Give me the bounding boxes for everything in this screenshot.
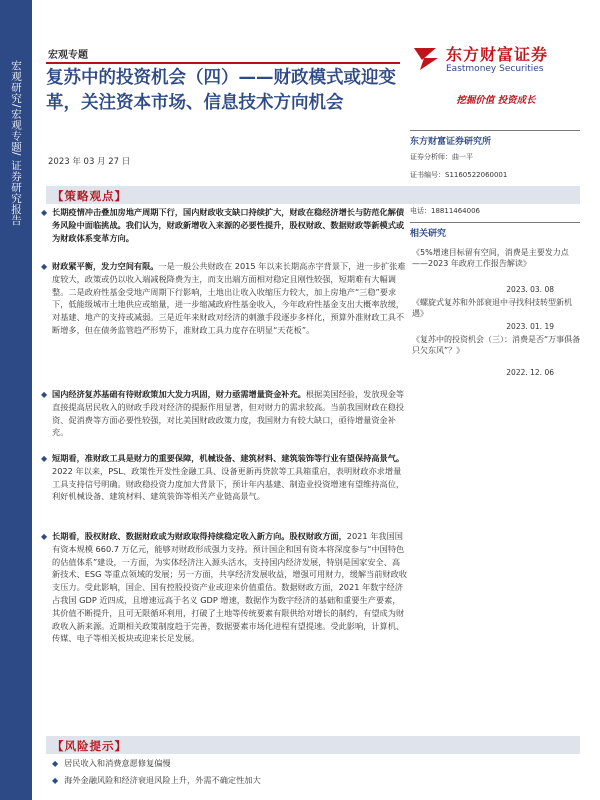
viewpoint-bold: 长期疫情冲击叠加房地产周期下行，国内财政收支缺口持续扩大，财政在稳经济增长与防范化解债务风险中面临挑战。我们认为，财政新增收入来源的必要性提升，股权财政、数据财政等新模式或为财政体系变革方向。 bbox=[52, 207, 405, 243]
brand-logo bbox=[410, 40, 570, 80]
viewpoint-bold: 财政紧平衡，发力空间有限。 bbox=[52, 261, 159, 271]
related-report-date: 2023. 03. 08 bbox=[506, 285, 554, 294]
viewpoint-bold: 国内经济复苏基础有待财政策加大发力巩固，财力亟需增量资金补充。 bbox=[52, 389, 306, 399]
diamond-bullet-icon: ◆ bbox=[52, 776, 59, 785]
related-report-title[interactable]: 《螺旋式复苏和外部衰退中寻找科技转型新机遇》 bbox=[412, 298, 572, 318]
certificate-line: 证书编号：S1160522060001 bbox=[410, 171, 508, 179]
viewpoints-heading: 【策略观点】 bbox=[52, 189, 127, 203]
analyst-line: 证券分析师：曲一平 bbox=[410, 153, 473, 161]
institute-divider bbox=[410, 130, 580, 131]
risk-item bbox=[52, 758, 171, 769]
side-banner-text: 宏观研究/宏观专题/ 证券研究报告 bbox=[10, 60, 22, 226]
viewpoint-text: 2022 年以来，PSL、政策性开发性金融工具、设备更新再贷款等工具箱重启，表明财政亦求增量工具支持信号明确。财政稳投资力度加大背景下，预计年内基建、制造业投资增速有望维持高位，利好机械设备、建筑材料、建筑装饰等相关产业链高景气。 bbox=[52, 465, 405, 502]
risk-text: 海外金融风险和经济衰退风险上升，外需不确定性加大 bbox=[64, 775, 261, 785]
institute-name: 东方财富证券研究所 bbox=[410, 137, 492, 147]
related-report-title[interactable]: 《复苏中的投资机会（三）：消费是否“万事俱备只欠东风”？》 bbox=[412, 335, 581, 355]
category-divider bbox=[46, 62, 400, 64]
risk-text: 居民收入和消费意愿修复偏慢 bbox=[64, 758, 171, 768]
viewpoint-text: 一是一般公共财政在 2015 年以来长期高赤字背景下，进一步扩张难度较大，政策或仍以收入端减税降费为主，而支出端方面相对稳定且刚性较强，短期难有大幅调整。二是政府性基金受地产周期下行影响，土地出让收入收缩压力较大，加上房地产“三稳”要求下，低能级城市土地供应或缩量，进一步缩减政府性基金收入，今年政府性基金支出大概率放缓，对基建、地产的支持或减弱。三是近年来财政对经济的刺激手段逐步多样化，预算外准财政工具不断增多，但在债务监管趋严形势下，准财政工具力度存在明显“天花板”。 bbox=[52, 261, 406, 335]
phone-line: 电话：18811464006 bbox=[410, 207, 480, 215]
diamond-bullet-icon: ◆ bbox=[41, 208, 48, 217]
report-date: 2023 年 03 月 27 日 bbox=[48, 157, 131, 167]
report-category: 宏观专题 bbox=[48, 50, 88, 61]
viewpoint-text: 2021 年我国国有资本规模 660.7 万亿元，能够对财政形成强力支持。预计国企和国有资本将深度参与“中国特色的估值体系”建设，一方面，为实体经济注入源头活水，支持国内经济发展，特别是国家安全、高新技术、ESG 等重点领域的发展；另一方面，共享经济发展收益，增强可用财力，缓解当前财政收支压力。受此影响，国企、国有控股投资产业或迎来价值重估。数据财政方面，2021 年数字经济占我国 GDP 近四成，且增速远高于名义 GDP 增速，数据作为数字经济的基础和重要生产要素，其价值不断提升，且可无限循环利用，打破了土地等传统要素有限供给对增长的制约，有望成为财政收入新来源。近期相关政策制度趋于完善，数据要素市场化进程有望提速。受此影响，计算机、传媒、电子等相关板块或迎来长足发展。 bbox=[52, 531, 408, 644]
related-report-date: 2022. 12. 06 bbox=[506, 368, 554, 377]
viewpoint-item bbox=[41, 260, 407, 337]
side-banner bbox=[0, 0, 32, 800]
viewpoints-header bbox=[46, 186, 580, 204]
diamond-bullet-icon: ◆ bbox=[41, 390, 48, 399]
viewpoint-bold: 长期看，股权财政、数据财政或为财政取得持续稳定收入新方向。股权财政方面， bbox=[52, 531, 347, 541]
risk-item bbox=[52, 775, 261, 786]
diamond-bullet-icon: ◆ bbox=[41, 454, 48, 463]
diamond-bullet-icon: ◆ bbox=[41, 532, 48, 541]
logo-english-name: Eastmoney Securities bbox=[446, 64, 544, 74]
diamond-bullet-icon: ◆ bbox=[41, 262, 48, 271]
related-divider bbox=[410, 222, 580, 223]
viewpoint-bold: 短期看，准财政工具是财力的重要保障，机械设备、建筑材料、建筑装饰等行业有望保持高景气。 bbox=[52, 453, 405, 463]
related-heading: 相关研究 bbox=[410, 229, 447, 239]
viewpoint-item bbox=[41, 388, 407, 439]
related-report-title[interactable]: 《5%增速目标留有空间，消费是主要发力点——2023 年政府工作报告解读》 bbox=[412, 248, 569, 268]
viewpoint-item bbox=[41, 530, 408, 645]
viewpoint-text: 根据美国经验，发放现金等直接提高居民收入的财政手段对经济的提振作用显著，但对财力的需求较高。当前我国财政在稳投资、促消费等方面必要性较强，对比美国财政政策力度，我国财力有较大缺口，亟待增量资金补充。 bbox=[52, 389, 405, 438]
diamond-bullet-icon: ◆ bbox=[52, 759, 59, 768]
risk-header bbox=[46, 736, 580, 754]
eastmoney-logo-icon bbox=[410, 42, 442, 74]
report-title: 复苏中的投资机会（四）——财政模式或迎变革，关注资本市场、信息技术方向机会 bbox=[46, 68, 396, 113]
brand-slogan: 挖掘价值 投资成长 bbox=[456, 95, 536, 106]
related-report-date: 2023. 01. 19 bbox=[506, 322, 554, 331]
logo-chinese-name: 东方财富证券 bbox=[446, 45, 549, 64]
viewpoint-item bbox=[41, 452, 407, 503]
risk-heading: 【风险提示】 bbox=[52, 739, 127, 753]
viewpoint-item bbox=[41, 206, 407, 244]
